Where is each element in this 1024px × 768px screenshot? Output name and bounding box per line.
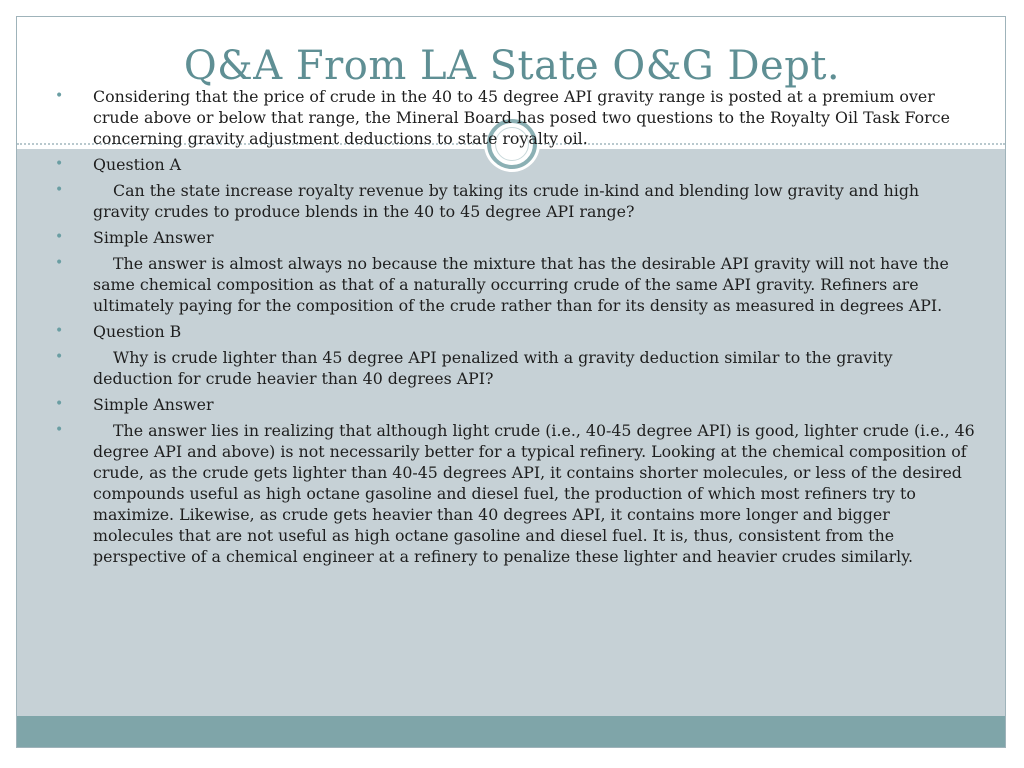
bullet-icon: •	[55, 229, 64, 245]
bullet-icon: •	[55, 156, 64, 172]
bullet-icon: •	[55, 255, 64, 271]
bullet-icon: •	[55, 396, 64, 412]
bullet-item	[55, 394, 975, 415]
bullet-icon: •	[55, 422, 64, 438]
bullet-icon: •	[55, 349, 64, 365]
bullet-icon: •	[55, 182, 64, 198]
bullet-item	[55, 420, 975, 567]
bullet-text: The answer lies in realizing that although light crude (i.e., 40-45 degree API) is good, lighter crude (i.e., 46 degree API and above) is not necessarily better for a typical refinery. Looking at the chemical composition of crude, as the crude gets lighter than 40-45 degrees API, it contains shorter molecules, or less of the desired compounds useful as high octane gasoline and diesel fuel, the production of which most refiners try to maximize. Likewise, as crude gets heavier than 40 degrees API, it contains more longer and bigger molecules that are not useful as high octane gasoline and diesel fuel. It is, thus, consistent from the perspective of a chemical engineer at a refinery to penalize these lighter and heavier crudes similarly.	[93, 421, 975, 566]
bullet-item	[55, 321, 975, 342]
slide-content	[55, 86, 975, 572]
bullet-text: Question A	[93, 155, 182, 174]
bullet-icon: •	[55, 88, 64, 104]
bullet-item	[55, 347, 975, 389]
slide-footer-band	[17, 716, 1005, 747]
bullet-item	[55, 227, 975, 248]
bullet-icon: •	[55, 323, 64, 339]
bullet-text: Why is crude lighter than 45 degree API penalized with a gravity deduction similar to the gravity deduction for crude heavier than 40 degrees API?	[93, 348, 893, 388]
bullet-text: Question B	[93, 322, 182, 341]
bullet-text: Simple Answer	[93, 395, 214, 414]
bullet-text: Can the state increase royalty revenue by taking its crude in-kind and blending low gravity and high gravity crudes to produce blends in the 40 to 45 degree API range?	[93, 181, 920, 221]
bullet-text: The answer is almost always no because the mixture that has the desirable API gravity will not have the same chemical composition as that of a naturally occurring crude of the same API gravity. Refiners are ultimately paying for the composition of the crude rather than for its density as measured in degrees API.	[93, 254, 949, 315]
bullet-text: Simple Answer	[93, 228, 214, 247]
bullet-text: Considering that the price of crude in the 40 to 45 degree API gravity range is posted at a premium over crude above or below that range, the Mineral Board has posed two questions to the Royalty Oil Task Force concerning gravity adjustment deductions to state royalty oil.	[93, 87, 950, 148]
bullet-item	[55, 253, 975, 316]
slide-title: Q&A From LA State O&G Dept.	[183, 43, 841, 89]
bullet-item	[55, 154, 975, 175]
bullet-item	[55, 180, 975, 222]
bullet-item	[55, 86, 975, 149]
